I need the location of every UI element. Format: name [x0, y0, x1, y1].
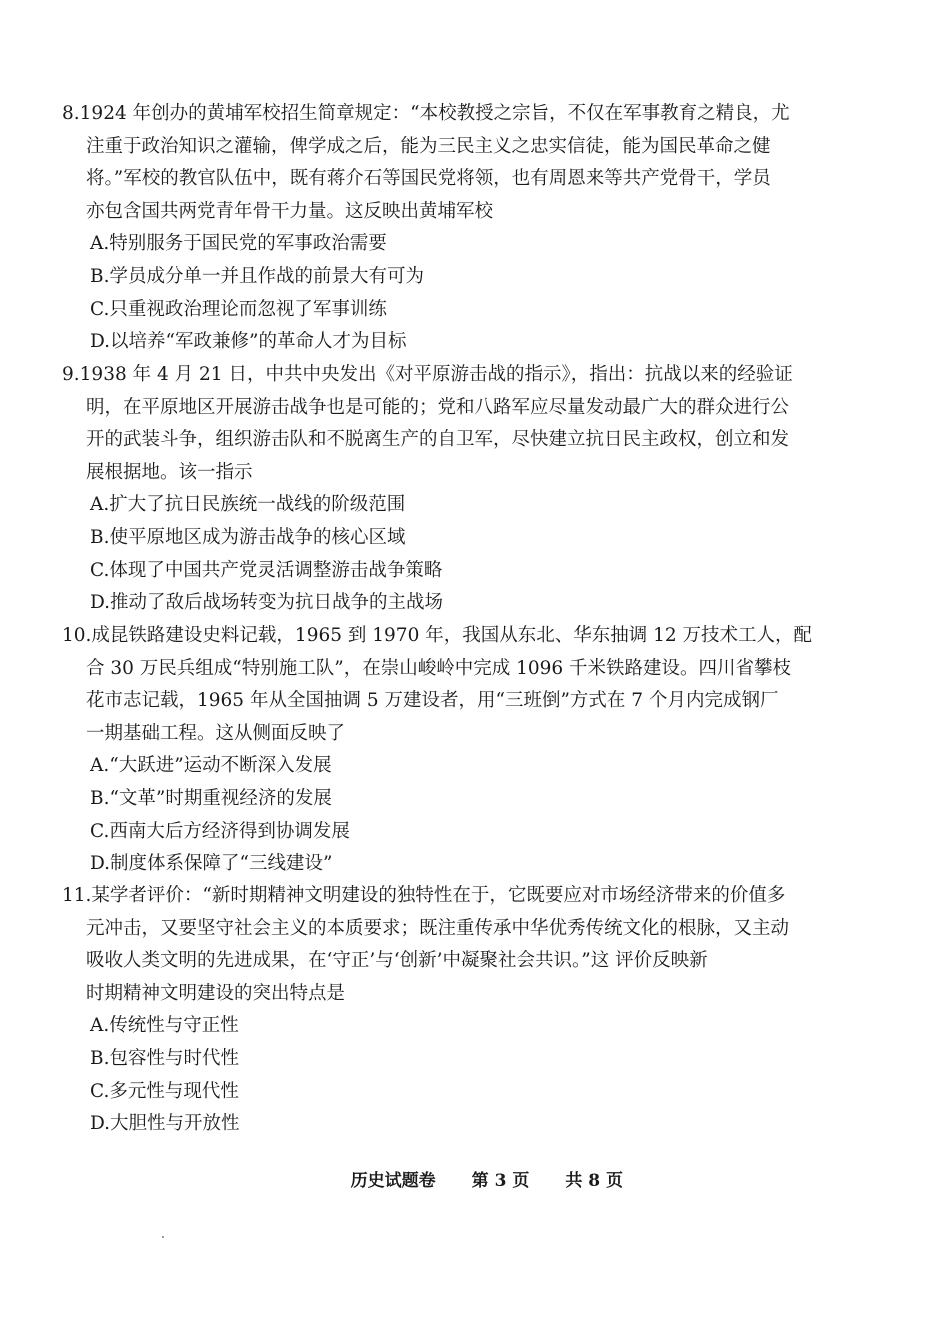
question-9-option-b: B.使平原地区成为游击战争的核心区域 [90, 526, 406, 548]
question-11-option-a: A.传统性与守正性 [90, 1015, 239, 1037]
question-9 [62, 359, 862, 620]
question-10-line-3: 花市志记载，1965 年从全国抽调 5 万建设者，用“三班倒”方式在 7 个月内完成钢厂 [86, 690, 779, 712]
question-11-option-b: B.包容性与时代性 [90, 1047, 239, 1069]
question-10-line-2: 合 30 万民兵组成“特别施工队”，在崇山峻岭中完成 1096 千米铁路建设。四川省攀枝 [86, 657, 792, 679]
question-9-option-d: D.推动了敌后战场转变为抗日战争的主战场 [90, 592, 444, 614]
question-11-line-3: 吸收人类文明的先进成果，在‘守正’与‘创新’中凝聚社会共识。”这 评价反映新 [86, 950, 708, 972]
question-11-line-1: 11.某学者评价：“新时期精神文明建设的独特性在于，它既要应对市场经济带来的价值多 [62, 885, 786, 906]
question-8-option-d: D.以培养“军政兼修”的革命人才为目标 [90, 331, 407, 353]
question-9-line-1: 9.1938 年 4 月 21 日，中共中央发出《对平原游击战的指示》，指出：抗战以来的经验证 [62, 364, 793, 385]
question-9-line-2: 明，在平原地区开展游击战争也是可能的；党和八路军应尽量发动最广大的群众进行公 [86, 396, 790, 418]
footer-total-pages: 共 8 页 [565, 1171, 624, 1191]
question-10-option-d: D.制度体系保障了“三线建设” [90, 853, 333, 875]
question-11-option-c: C.多元性与现代性 [90, 1080, 239, 1102]
question-10-option-b: B.“文革”时期重视经济的发展 [90, 787, 332, 809]
question-8-option-c: C.只重视政治理论而忽视了军事训练 [90, 298, 387, 320]
footer-subject: 历史试题卷 [350, 1171, 436, 1191]
question-9-option-a: A.扩大了抗日民族统一战线的阶级范围 [90, 494, 406, 516]
question-8-line-3: 将。”军校的教官队伍中，既有蒋介石等国民党将领，也有周恩来等共产党骨干，学员 [86, 168, 771, 190]
question-11-line-2: 元冲击，又要坚守社会主义的本质要求；既注重传承中华优秀传统文化的根脉，又主动 [86, 917, 790, 939]
question-10-line-4: 一期基础工程。这从侧面反映了 [86, 722, 346, 744]
question-11-option-d: D.大胆性与开放性 [90, 1113, 240, 1135]
question-8-line-4: 亦包含国共两党青年骨干力量。这反映出黄埔军校 [86, 200, 494, 222]
scan-speck [162, 1236, 164, 1238]
question-10-option-c: C.西南大后方经济得到协调发展 [90, 820, 350, 842]
question-11 [62, 880, 862, 1141]
question-8-option-b: B.学员成分单一并且作战的前景大有可为 [90, 265, 424, 287]
question-10 [62, 620, 862, 881]
question-10-line-1: 10.成昆铁路建设史料记载，1965 到 1970 年，我国从东北、华东抽调 12 万技术工人，配 [62, 625, 813, 646]
question-8-option-a: A.特别服务于国民党的军事政治需要 [90, 233, 387, 255]
question-8-line-2: 注重于政治知识之灌输，俾学成之后，能为三民主义之忠实信徒，能为国民革命之健 [86, 135, 771, 157]
question-9-option-c: C.体现了中国共产党灵活调整游击战争策略 [90, 559, 443, 581]
footer-page-number: 第 3 页 [471, 1171, 530, 1191]
question-9-line-3: 开的武装斗争，组织游击队和不脱离生产的自卫军，尽快建立抗日民主政权，创立和发 [86, 429, 790, 451]
question-11-line-4: 时期精神文明建设的突出特点是 [86, 982, 346, 1004]
question-8-line-1: 8.1924 年创办的黄埔军校招生简章规定：“本校教授之宗旨，不仅在军事教育之精良，尤 [62, 103, 790, 124]
question-10-option-a: A.“大跃进”运动不断深入发展 [90, 755, 332, 777]
page-footer [0, 1146, 950, 1211]
question-8 [62, 98, 862, 359]
question-9-line-4: 展根据地。该一指示 [86, 461, 253, 483]
